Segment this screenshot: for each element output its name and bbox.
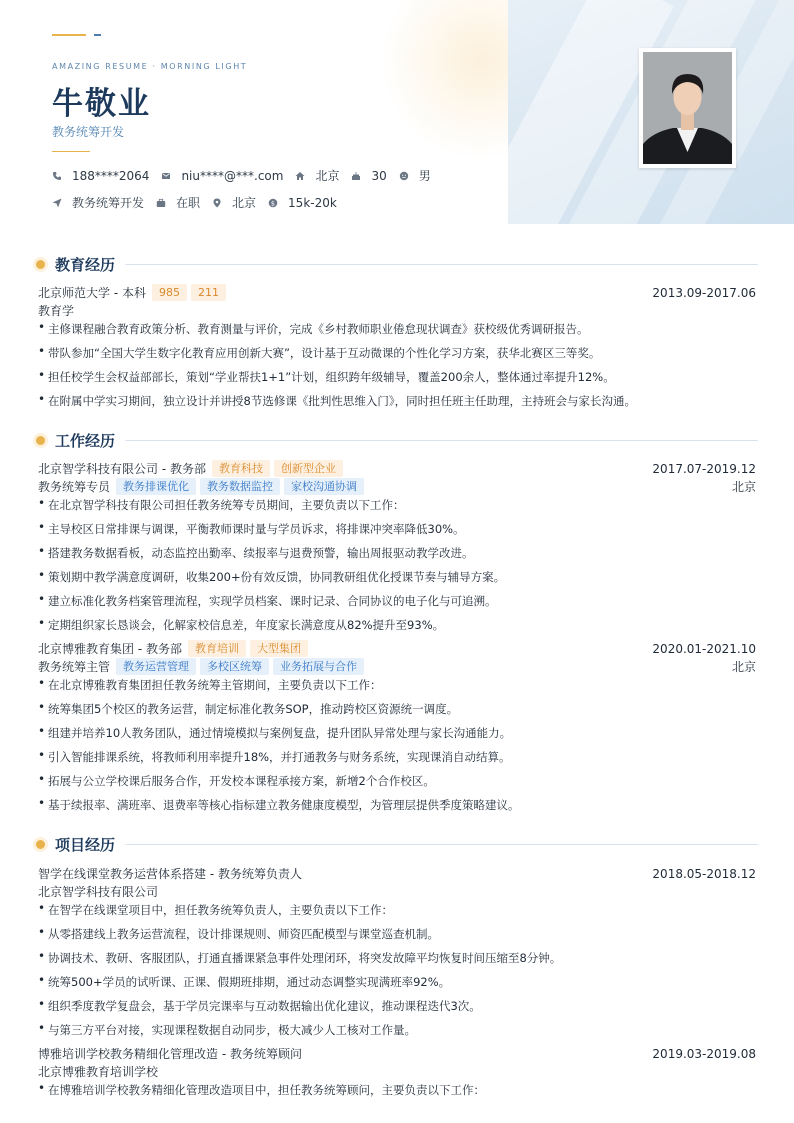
company-tag: 教育培训	[188, 640, 246, 657]
section-heading: 项目经历	[55, 836, 116, 854]
section-dot-icon	[36, 260, 45, 269]
skill-tag: 教务运营管理	[116, 658, 196, 675]
salary-item	[268, 196, 337, 210]
job-location: 北京	[731, 660, 756, 674]
phone-text: 188****2064	[72, 168, 150, 183]
job-position: 教务统筹专员	[38, 480, 111, 494]
job-position-row	[38, 478, 756, 495]
section-dot-icon	[36, 840, 45, 849]
company-name: 北京博雅教育集团 - 教务部	[38, 642, 182, 656]
decorative-line	[52, 34, 86, 36]
resume-tagline: AMAZING RESUME · MORNING LIGHT	[52, 62, 248, 71]
job-bullet: • 在北京博雅教育集团担任教务统筹主管期间，主要负责以下工作：	[38, 677, 756, 693]
money-icon	[268, 198, 278, 208]
skill-tag: 教务排课优化	[116, 478, 196, 495]
education-bullet: • 主修课程融合教育政策分析、教育测量与评价，完成《乡村教师职业倦怠现状调查》获校级优秀调研报告。	[38, 321, 756, 337]
job-bullet: • 基于续报率、满班率、退费率等核心指标建立教务健康度模型，为管理层提供季度策略建议。	[38, 797, 756, 813]
job-date: 2020.01-2021.10	[652, 641, 756, 656]
email-icon	[161, 171, 171, 181]
skill-tag: 业务拓展与合作	[273, 658, 364, 675]
project-bullet: • 从零搭建线上教务运营流程，设计排课规则、师资匹配模型与课堂巡查机制。	[38, 926, 756, 942]
job-bullet: • 主导校区日常排课与调课，平衡教师课时量与学员诉求，将排课冲突率降低30%。	[38, 521, 756, 537]
profile-photo-frame	[639, 48, 736, 168]
company-name: 北京智学科技有限公司 - 教务部	[38, 462, 206, 476]
name-divider	[52, 151, 90, 152]
intent-row	[52, 194, 349, 211]
resume-header	[0, 0, 794, 224]
company-tag: 大型集团	[250, 640, 308, 657]
face-icon	[399, 171, 409, 181]
project-bullet: • 与第三方平台对接，实现课程数据自动同步，极大减少人工核对工作量。	[38, 1022, 756, 1038]
section-heading: 工作经历	[55, 432, 116, 450]
job-position-row	[38, 658, 756, 675]
education-date: 2013.09-2017.06	[652, 285, 756, 300]
project-bullet: • 协调技术、教研、客服团队，打通直播课紧急事件处理闭环，将突发故障平均恢复时间压缩至8分钟。	[38, 950, 756, 966]
section-rule	[125, 264, 758, 265]
intent-city-text: 北京	[232, 196, 257, 210]
project-name: 博雅培训学校教务精细化管理改造 - 教务统筹顾问	[38, 1047, 302, 1061]
status-item	[156, 194, 200, 211]
briefcase-icon	[156, 198, 166, 208]
job-bullet: • 建立标准化教务档案管理流程，实现学员档案、课时记录、合同协议的电子化与可追溯。	[38, 593, 756, 609]
email-text: niu****@***.com	[181, 168, 284, 183]
profile-photo	[643, 52, 732, 164]
job-bullet: • 搭建教务数据看板，动态监控出勤率、续报率与退费预警，输出周报驱动教学改进。	[38, 545, 756, 561]
project-org: 北京博雅教育培训学校	[38, 1065, 159, 1079]
work-section-title	[36, 430, 758, 451]
section-dot-icon	[36, 436, 45, 445]
job-bullet: • 拓展与公立学校课后服务合作，开发校本课程承接方案，新增2个合作校区。	[38, 773, 756, 789]
gender-text: 男	[418, 169, 431, 183]
job-date: 2017.07-2019.12	[652, 461, 756, 476]
job-bullet: • 引入智能排课系统，将教师利用率提升18%，并打通教务与财务系统，实现课消自动结算。	[38, 749, 756, 765]
city-item	[295, 167, 339, 184]
job-bullet: • 定期组织家长恳谈会，化解家校信息差，年度家长满意度从82%提升至93%。	[38, 617, 756, 633]
location-pin-icon	[212, 198, 222, 208]
school-name: 北京师范大学 - 本科	[38, 286, 146, 300]
major-text: 教育学	[38, 304, 75, 318]
project-name: 智学在线课堂教务运营体系搭建 - 教务统筹负责人	[38, 867, 302, 881]
gender-item	[399, 167, 431, 184]
salary-text: 15k-20k	[288, 195, 337, 210]
school-tag: 985	[152, 284, 187, 301]
company-tag: 创新型企业	[274, 460, 343, 477]
project-org-row	[38, 1063, 756, 1080]
job-position: 教务统筹主管	[38, 660, 111, 674]
section-heading: 教育经历	[55, 256, 116, 274]
project-date: 2018.05-2018.12	[652, 866, 756, 881]
school-tag: 211	[191, 284, 226, 301]
project-bullet: • 在智学在线课堂项目中，担任教务统筹负责人，主要负责以下工作：	[38, 902, 756, 918]
company-tag: 教育科技	[212, 460, 270, 477]
section-rule	[125, 844, 758, 845]
candidate-role: 教务统筹开发	[52, 125, 125, 139]
job-bullet: • 组建并培养10人教务团队，通过情境模拟与案例复盘，提升团队异常处理与家长沟通能力。	[38, 725, 756, 741]
skill-tag: 家校沟通协调	[284, 478, 364, 495]
send-icon	[52, 198, 62, 208]
project-org: 北京智学科技有限公司	[38, 885, 159, 899]
major-row	[38, 302, 756, 319]
cake-icon	[351, 171, 361, 181]
job-company-row	[38, 640, 756, 657]
project-bullet: • 在博雅培训学校教务精细化管理改造项目中，担任教务统筹顾问，主要负责以下工作：	[38, 1082, 756, 1098]
job-company-row	[38, 460, 756, 477]
project-name-row	[38, 865, 756, 882]
decorative-line-short	[94, 34, 101, 36]
project-date: 2019.03-2019.08	[652, 1046, 756, 1061]
job-bullet: • 策划期中教学满意度调研，收集200+份有效反馈，协同教研组优化授课节奏与辅导方案。	[38, 569, 756, 585]
project-bullet: • 组织季度教学复盘会，基于学员完课率与互动数据输出优化建议，推动课程迭代3次。	[38, 998, 756, 1014]
phone-item	[52, 169, 149, 183]
email-item	[161, 169, 283, 183]
job-location: 北京	[731, 480, 756, 494]
project-org-row	[38, 883, 756, 900]
project-name-row	[38, 1045, 756, 1062]
phone-icon	[52, 171, 62, 181]
svg-text:$: $	[270, 198, 276, 207]
section-rule	[125, 440, 758, 441]
job-bullet: • 在北京智学科技有限公司担任教务统筹专员期间，主要负责以下工作：	[38, 497, 756, 513]
contact-row	[52, 167, 443, 184]
job-bullet: • 统筹集团5个校区的教务运营，制定标准化教务SOP，推动跨校区资源统一调度。	[38, 701, 756, 717]
projects-section-title	[36, 834, 758, 855]
candidate-name: 牛敬业	[52, 86, 151, 122]
education-row	[38, 284, 756, 301]
age-item	[351, 169, 386, 183]
skill-tag: 教务数据监控	[200, 478, 280, 495]
home-icon	[295, 171, 305, 181]
skill-tag: 多校区统筹	[200, 658, 269, 675]
age-text: 30	[371, 168, 387, 183]
education-bullet: • 担任校学生会权益部部长，策划“学业帮扶1+1”计划，组织跨年级辅导，覆盖200余人，整体通过率提升12%。	[38, 369, 756, 385]
project-bullet: • 统筹500+学员的试听课、正课、假期班排期，通过动态调整实现满班率92%。	[38, 974, 756, 990]
education-section-title	[36, 254, 758, 275]
education-bullet: • 在附属中学实习期间，独立设计并讲授8节选修课《批判性思维入门》，同时担任班主任助理，主持班会与家长沟通。	[38, 393, 756, 409]
education-bullet: • 带队参加“全国大学生数字化教育应用创新大赛”，设计基于互动微课的个性化学习方案，获华北赛区三等奖。	[38, 345, 756, 361]
city-text: 北京	[315, 169, 340, 183]
status-text: 在职	[176, 196, 201, 210]
position-text: 教务统筹开发	[72, 196, 145, 210]
position-item	[52, 194, 144, 211]
intent-city-item	[212, 194, 256, 211]
